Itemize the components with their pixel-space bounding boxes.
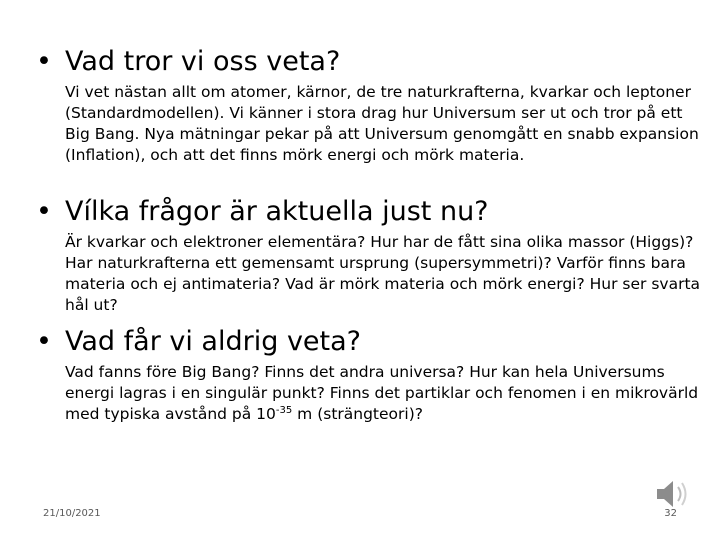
section-heading [36,196,696,228]
section-current-questions [36,196,701,316]
sound-wave-inner [678,487,681,501]
bullet-icon: • [36,196,52,227]
heading-text: Vad tror vi oss veta? [65,46,341,77]
heading-text: Vílka frågor är aktuella just nu? [65,196,489,227]
section-heading [36,46,696,78]
bullet-icon: • [36,46,52,77]
page-number: 32 [664,508,677,519]
heading-text: Vad får vi aldrig veta? [65,326,361,357]
footer-date: 21/10/2021 [43,508,101,519]
sound-wave-outer [682,483,686,505]
section-body: Vi vet nästan allt om atomer, kärnor, de tre naturkrafterna, kvarkar och leptoner (Standardmodellen). Vi känner i stora drag hur Universum ser ut och tror på ett Big Bang. Nya mätningar pekar på att Universum genomgått en snabb expansion (Inflation), och att det finns mörk energi och mörk materia. [65,83,699,164]
body-text-before: Vad fanns före Big Bang? Finns det andra universa? Hur kan hela Universums energi lagras i en singulär punkt? Finns det partiklar och fenomen i en mikrovärld med typiska avstånd på 10 [65,363,699,423]
section-heading [36,326,696,358]
exponent: -35 [275,405,293,416]
section-body [65,362,705,425]
body-text-after: m (strängteori)? [292,405,423,423]
speaker-body [657,481,673,507]
bullet-icon: • [36,326,52,357]
section-known [36,46,699,166]
section-body: Är kvarkar och elektroner elementära? Hur har de fått sina olika massor (Higgs)? Har naturkrafterna ett gemensamt ursprung (supersymmetri)? Varför finns bara materia och ej antimateria? Vad är mörk materia och mörk energi? Hur ser svarta hål ut? [65,233,701,314]
section-never-know [36,326,699,425]
